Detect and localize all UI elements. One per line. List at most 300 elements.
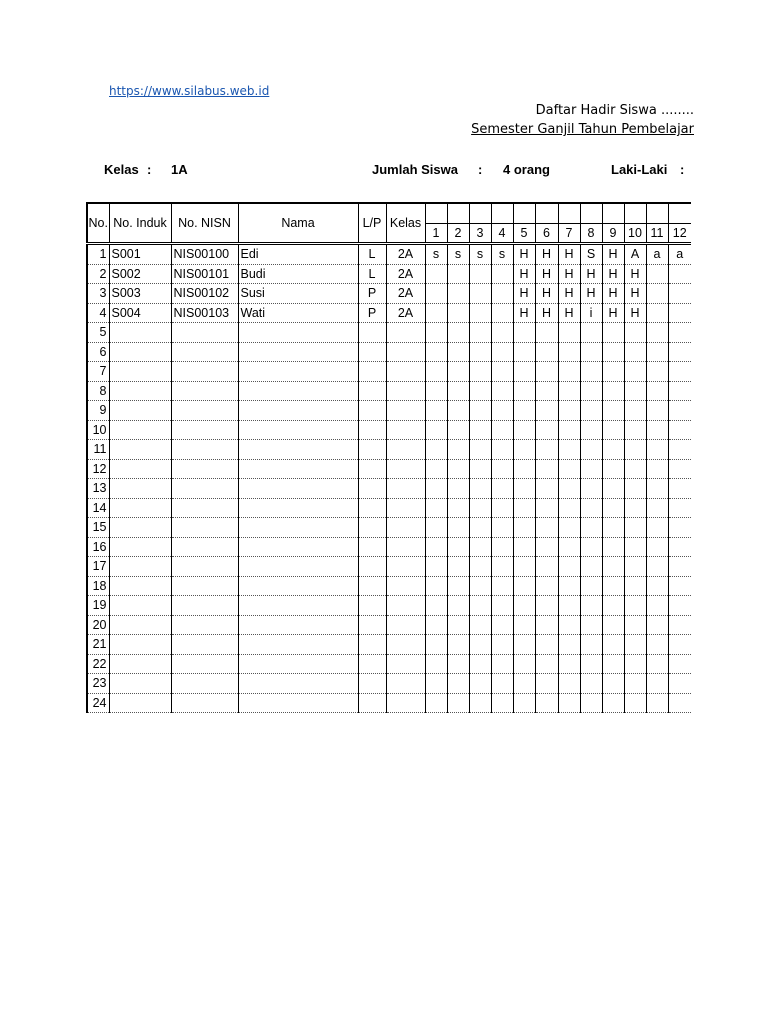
student-gender (358, 518, 386, 538)
attendance-mark (513, 615, 535, 635)
attendance-mark (535, 576, 558, 596)
attendance-mark (668, 518, 691, 538)
attendance-mark (447, 342, 469, 362)
table-row (87, 381, 691, 401)
student-nisn (171, 654, 238, 674)
day-number: 12 (668, 223, 691, 244)
attendance-mark (558, 479, 580, 499)
student-name (238, 596, 358, 616)
attendance-mark: s (469, 244, 491, 265)
attendance-mark: H (558, 264, 580, 284)
day-header-blank (491, 203, 513, 223)
attendance-mark (447, 459, 469, 479)
attendance-mark (491, 362, 513, 382)
attendance-mark (558, 498, 580, 518)
attendance-mark (513, 420, 535, 440)
attendance-mark (447, 401, 469, 421)
attendance-mark (447, 264, 469, 284)
student-name (238, 537, 358, 557)
attendance-mark (602, 498, 624, 518)
table-row (87, 518, 691, 538)
day-header-blank (469, 203, 491, 223)
day-header-blank (668, 203, 691, 223)
attendance-mark (624, 518, 646, 538)
attendance-mark (646, 693, 668, 713)
table-row (87, 401, 691, 421)
attendance-mark (624, 537, 646, 557)
table-row (87, 459, 691, 479)
attendance-mark: H (513, 244, 535, 265)
student-name (238, 654, 358, 674)
student-class (386, 362, 425, 382)
attendance-mark (425, 615, 447, 635)
student-class (386, 537, 425, 557)
attendance-mark (447, 284, 469, 304)
day-header-blank (624, 203, 646, 223)
student-name: Budi (238, 264, 358, 284)
student-induk (109, 401, 171, 421)
attendance-mark (469, 615, 491, 635)
attendance-mark (513, 596, 535, 616)
attendance-mark: H (602, 244, 624, 265)
attendance-mark (646, 264, 668, 284)
student-name (238, 693, 358, 713)
attendance-mark (469, 342, 491, 362)
student-induk (109, 615, 171, 635)
header-no-induk: No. Induk (109, 203, 171, 244)
attendance-mark (491, 615, 513, 635)
attendance-mark: H (513, 303, 535, 323)
attendance-mark (513, 576, 535, 596)
student-nisn (171, 342, 238, 362)
student-induk: S003 (109, 284, 171, 304)
attendance-mark (624, 381, 646, 401)
student-gender (358, 440, 386, 460)
attendance-mark (513, 557, 535, 577)
attendance-mark (425, 401, 447, 421)
student-name (238, 615, 358, 635)
attendance-mark: H (535, 244, 558, 265)
attendance-mark (602, 440, 624, 460)
attendance-mark (646, 303, 668, 323)
student-class (386, 654, 425, 674)
table-row (87, 420, 691, 440)
student-nisn (171, 518, 238, 538)
attendance-mark (447, 323, 469, 343)
student-nisn (171, 537, 238, 557)
attendance-mark (513, 537, 535, 557)
attendance-mark (602, 479, 624, 499)
day-header-blank (425, 203, 447, 223)
attendance-mark (469, 498, 491, 518)
table-row (87, 323, 691, 343)
row-number: 13 (87, 479, 109, 499)
attendance-mark (668, 498, 691, 518)
attendance-mark (535, 557, 558, 577)
attendance-mark (469, 576, 491, 596)
attendance-mark (513, 342, 535, 362)
day-number: 9 (602, 223, 624, 244)
attendance-mark (425, 693, 447, 713)
attendance-mark (513, 401, 535, 421)
attendance-mark (580, 596, 602, 616)
attendance-mark (425, 479, 447, 499)
attendance-mark (425, 264, 447, 284)
attendance-mark: H (558, 303, 580, 323)
row-number: 18 (87, 576, 109, 596)
attendance-mark (513, 440, 535, 460)
attendance-mark (491, 537, 513, 557)
attendance-mark (469, 264, 491, 284)
row-number: 8 (87, 381, 109, 401)
attendance-mark (535, 459, 558, 479)
attendance-mark (535, 323, 558, 343)
attendance-mark: H (535, 284, 558, 304)
header-nama: Nama (238, 203, 358, 244)
day-number: 6 (535, 223, 558, 244)
attendance-mark (668, 401, 691, 421)
attendance-mark (425, 420, 447, 440)
student-induk (109, 596, 171, 616)
table-row (87, 342, 691, 362)
row-number: 23 (87, 674, 109, 694)
document-subtitle: Semester Ganjil Tahun Pembelajar (471, 122, 694, 137)
attendance-mark (535, 479, 558, 499)
student-nisn (171, 557, 238, 577)
student-induk: S004 (109, 303, 171, 323)
attendance-mark (535, 420, 558, 440)
student-induk: S002 (109, 264, 171, 284)
student-nisn (171, 479, 238, 499)
row-number: 5 (87, 323, 109, 343)
day-header-blank (602, 203, 624, 223)
attendance-mark (447, 537, 469, 557)
attendance-mark (646, 459, 668, 479)
table-row (87, 498, 691, 518)
attendance-mark (469, 420, 491, 440)
website-link[interactable]: https://www.silabus.web.id (109, 84, 270, 98)
attendance-mark (491, 654, 513, 674)
row-number: 6 (87, 342, 109, 362)
attendance-mark (646, 635, 668, 655)
attendance-mark (668, 284, 691, 304)
attendance-mark (425, 303, 447, 323)
attendance-mark: H (580, 284, 602, 304)
attendance-mark (602, 693, 624, 713)
student-nisn: NIS00102 (171, 284, 238, 304)
row-number: 12 (87, 459, 109, 479)
attendance-mark (535, 440, 558, 460)
attendance-mark (513, 518, 535, 538)
student-class (386, 342, 425, 362)
table-row (87, 693, 691, 713)
attendance-mark (580, 537, 602, 557)
attendance-mark (602, 674, 624, 694)
jumlah-siswa-label: Jumlah Siswa (372, 162, 458, 177)
table-row (87, 635, 691, 655)
student-gender (358, 635, 386, 655)
student-class (386, 576, 425, 596)
attendance-mark (624, 440, 646, 460)
student-gender (358, 576, 386, 596)
student-nisn: NIS00101 (171, 264, 238, 284)
day-header-blank (447, 203, 469, 223)
student-induk (109, 440, 171, 460)
attendance-mark (580, 401, 602, 421)
attendance-mark (535, 401, 558, 421)
attendance-mark (469, 674, 491, 694)
attendance-mark (535, 381, 558, 401)
attendance-mark (646, 440, 668, 460)
table-row (87, 537, 691, 557)
attendance-mark (513, 635, 535, 655)
attendance-mark (624, 323, 646, 343)
attendance-mark (668, 381, 691, 401)
attendance-mark (668, 479, 691, 499)
student-gender (358, 537, 386, 557)
attendance-mark (491, 381, 513, 401)
attendance-mark (624, 459, 646, 479)
student-nisn (171, 401, 238, 421)
student-class (386, 557, 425, 577)
student-nisn (171, 674, 238, 694)
student-class: 2A (386, 284, 425, 304)
attendance-mark (425, 596, 447, 616)
student-nisn (171, 440, 238, 460)
attendance-mark (646, 576, 668, 596)
attendance-mark (602, 615, 624, 635)
attendance-mark (447, 557, 469, 577)
attendance-mark (447, 479, 469, 499)
attendance-mark (535, 518, 558, 538)
attendance-mark (646, 479, 668, 499)
attendance-mark: H (558, 284, 580, 304)
attendance-mark (580, 518, 602, 538)
student-nisn (171, 459, 238, 479)
attendance-mark: s (425, 244, 447, 265)
day-number: 10 (624, 223, 646, 244)
kelas-value: 1A (171, 162, 188, 177)
attendance-mark: a (668, 244, 691, 265)
student-name (238, 557, 358, 577)
attendance-mark (491, 674, 513, 694)
attendance-mark (447, 693, 469, 713)
attendance-mark (558, 537, 580, 557)
attendance-mark (580, 440, 602, 460)
student-gender (358, 596, 386, 616)
attendance-mark (624, 420, 646, 440)
attendance-mark (469, 323, 491, 343)
attendance-mark (668, 537, 691, 557)
student-name (238, 401, 358, 421)
attendance-mark (425, 635, 447, 655)
row-number: 10 (87, 420, 109, 440)
attendance-mark (624, 342, 646, 362)
attendance-mark: S (580, 244, 602, 265)
row-number: 19 (87, 596, 109, 616)
attendance-mark (447, 303, 469, 323)
student-nisn (171, 420, 238, 440)
attendance-mark (447, 498, 469, 518)
attendance-mark (668, 362, 691, 382)
attendance-mark (491, 479, 513, 499)
attendance-mark (447, 362, 469, 382)
student-nisn (171, 635, 238, 655)
student-induk (109, 342, 171, 362)
student-gender (358, 459, 386, 479)
attendance-mark: H (602, 284, 624, 304)
header-kelas: Kelas (386, 203, 425, 244)
attendance-mark (668, 615, 691, 635)
header-no-nisn: No. NISN (171, 203, 238, 244)
header-no: No. (87, 203, 109, 244)
student-class (386, 440, 425, 460)
student-gender (358, 323, 386, 343)
attendance-mark (469, 537, 491, 557)
attendance-mark (646, 557, 668, 577)
student-induk (109, 557, 171, 577)
table-row (87, 654, 691, 674)
student-gender (358, 654, 386, 674)
day-number: 2 (447, 223, 469, 244)
attendance-mark (624, 576, 646, 596)
row-number: 15 (87, 518, 109, 538)
attendance-mark: H (558, 244, 580, 265)
attendance-mark: H (624, 303, 646, 323)
student-class (386, 323, 425, 343)
attendance-mark (602, 518, 624, 538)
student-gender (358, 401, 386, 421)
attendance-mark (491, 518, 513, 538)
attendance-mark (558, 615, 580, 635)
student-gender: L (358, 264, 386, 284)
attendance-mark (447, 420, 469, 440)
attendance-mark (668, 459, 691, 479)
attendance-mark (491, 420, 513, 440)
attendance-mark (646, 518, 668, 538)
attendance-mark (513, 674, 535, 694)
attendance-mark (425, 323, 447, 343)
attendance-mark (580, 323, 602, 343)
attendance-mark (491, 557, 513, 577)
attendance-mark (602, 420, 624, 440)
table-row (87, 440, 691, 460)
jumlah-siswa-separator: : (478, 162, 483, 177)
row-number: 7 (87, 362, 109, 382)
table-row (87, 244, 691, 265)
row-number: 14 (87, 498, 109, 518)
table-row (87, 303, 691, 323)
student-nisn (171, 381, 238, 401)
table-row (87, 362, 691, 382)
attendance-mark (602, 537, 624, 557)
student-class (386, 381, 425, 401)
attendance-mark (535, 498, 558, 518)
attendance-mark (580, 557, 602, 577)
row-number: 17 (87, 557, 109, 577)
attendance-mark (646, 401, 668, 421)
student-class (386, 596, 425, 616)
attendance-mark (580, 576, 602, 596)
student-class (386, 401, 425, 421)
student-nisn (171, 596, 238, 616)
student-gender (358, 362, 386, 382)
table-row (87, 264, 691, 284)
attendance-mark (535, 674, 558, 694)
student-gender (358, 498, 386, 518)
attendance-mark (558, 518, 580, 538)
attendance-mark (558, 440, 580, 460)
attendance-mark: H (602, 303, 624, 323)
student-nisn (171, 498, 238, 518)
student-class: 2A (386, 264, 425, 284)
attendance-mark (469, 401, 491, 421)
attendance-mark (469, 362, 491, 382)
attendance-mark (668, 635, 691, 655)
attendance-mark (668, 693, 691, 713)
attendance-mark (425, 557, 447, 577)
student-induk (109, 693, 171, 713)
attendance-mark (425, 518, 447, 538)
attendance-mark (602, 557, 624, 577)
attendance-mark (602, 401, 624, 421)
attendance-mark (624, 596, 646, 616)
attendance-mark (447, 674, 469, 694)
attendance-mark (646, 615, 668, 635)
attendance-mark (646, 362, 668, 382)
attendance-mark: i (580, 303, 602, 323)
attendance-mark (558, 557, 580, 577)
student-class (386, 518, 425, 538)
student-induk (109, 654, 171, 674)
student-gender (358, 420, 386, 440)
laki-laki-label: Laki-Laki (611, 162, 668, 177)
row-number: 1 (87, 244, 109, 265)
student-induk (109, 381, 171, 401)
kelas-label: Kelas (104, 162, 139, 177)
student-class (386, 479, 425, 499)
student-nisn (171, 362, 238, 382)
student-class (386, 674, 425, 694)
attendance-mark (602, 381, 624, 401)
attendance-mark (425, 440, 447, 460)
student-gender (358, 381, 386, 401)
attendance-mark (580, 693, 602, 713)
day-number: 3 (469, 223, 491, 244)
attendance-mark (668, 654, 691, 674)
attendance-mark (624, 693, 646, 713)
attendance-mark (558, 342, 580, 362)
attendance-mark (447, 576, 469, 596)
attendance-mark (558, 576, 580, 596)
attendance-mark (469, 440, 491, 460)
attendance-mark (580, 479, 602, 499)
attendance-mark (491, 401, 513, 421)
attendance-mark (602, 654, 624, 674)
attendance-mark (624, 557, 646, 577)
attendance-mark (513, 479, 535, 499)
attendance-mark (491, 323, 513, 343)
attendance-mark (558, 693, 580, 713)
attendance-mark (491, 635, 513, 655)
attendance-mark (513, 459, 535, 479)
attendance-mark: H (580, 264, 602, 284)
attendance-mark (668, 303, 691, 323)
attendance-mark (558, 401, 580, 421)
row-number: 20 (87, 615, 109, 635)
row-number: 9 (87, 401, 109, 421)
attendance-mark (535, 615, 558, 635)
